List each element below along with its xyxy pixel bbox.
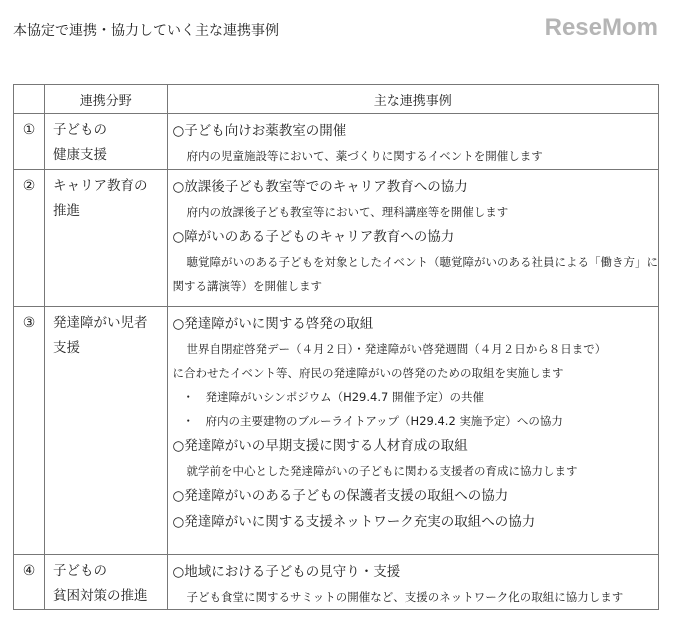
case-heading: ○発達障がいのある子どもの保護者支援の取組への協力	[172, 488, 509, 504]
case-heading: ○放課後子ども教室等でのキャリア教育への協力	[172, 179, 468, 195]
collaboration-table	[13, 84, 659, 610]
case-heading: ○発達障がいに関する啓発の取組	[172, 316, 374, 332]
field-cell	[44, 555, 167, 610]
table-row	[14, 307, 659, 555]
header-field: 連携分野	[44, 85, 167, 114]
table-row	[14, 114, 659, 170]
field-label: 支援	[52, 340, 80, 356]
cases-cell	[167, 555, 659, 610]
case-heading: ○障がいのある子どものキャリア教育への協力	[172, 229, 455, 245]
case-heading: ○子ども向けお薬教室の開催	[172, 123, 347, 139]
header-cases: 主な連携事例	[167, 85, 659, 114]
cases-cell	[167, 114, 659, 170]
table-row	[14, 170, 659, 307]
field-label: 子どもの	[52, 563, 107, 579]
case-heading: ○発達障がいの早期支援に関する人材育成の取組	[172, 438, 468, 454]
row-number: ④	[14, 555, 45, 610]
field-label: 発達障がい児者	[52, 315, 148, 331]
field-label: 子どもの	[52, 122, 107, 138]
field-cell	[44, 170, 167, 307]
case-description: 聴覚障がいのある子どもを対象としたイベント（聴覚障がいのある社員による「働き方」に	[186, 255, 658, 269]
cases-cell	[167, 307, 659, 555]
field-label: 推進	[52, 203, 80, 219]
field-label: キャリア教育の	[52, 178, 148, 194]
row-number: ③	[14, 307, 45, 555]
case-description: 就学前を中心とした発達障がいの子どもに関わる支援者の育成に協力します	[186, 464, 578, 478]
case-description: に合わせたイベント等、府民の発達障がいの啓発のための取組を実施します	[172, 366, 564, 380]
field-cell	[44, 114, 167, 170]
case-heading: ○発達障がいに関する支援ネットワーク充実の取組への協力	[172, 514, 536, 530]
case-description: 関する講演等）を開催します	[172, 279, 322, 293]
case-description: 府内の放課後子ども教室等において、理科講座等を開催します	[186, 205, 509, 219]
case-bullet: ・ 府内の主要建物のブルーライトアップ（H29.4.2 実施予定）への協力	[182, 414, 563, 428]
field-label: 貧困対策の推進	[52, 588, 148, 604]
field-cell	[44, 307, 167, 555]
case-description: 子ども食堂に関するサミットの開催など、支援のネットワーク化の取組に協力します	[186, 590, 624, 604]
case-description: 府内の児童施設等において、薬づくりに関するイベントを開催します	[186, 149, 543, 163]
case-bullet: ・ 発達障がいシンポジウム（H29.4.7 開催予定）の共催	[182, 390, 484, 404]
page-title: 本協定で連携・協力していく主な連携事例	[13, 23, 279, 39]
row-number: ②	[14, 170, 45, 307]
header-number	[14, 85, 45, 114]
case-description: 世界自閉症啓発デー（４月２日）・発達障がい啓発週間（４月２日から８日まで）	[186, 342, 607, 356]
case-heading: ○地域における子どもの見守り・支援	[172, 564, 401, 580]
field-label: 健康支援	[52, 147, 107, 163]
row-number: ①	[14, 114, 45, 170]
table-row	[14, 555, 659, 610]
resemom-watermark: ReseMom	[544, 14, 658, 41]
table-header	[14, 85, 659, 114]
table-body	[14, 114, 659, 610]
cases-cell	[167, 170, 659, 307]
